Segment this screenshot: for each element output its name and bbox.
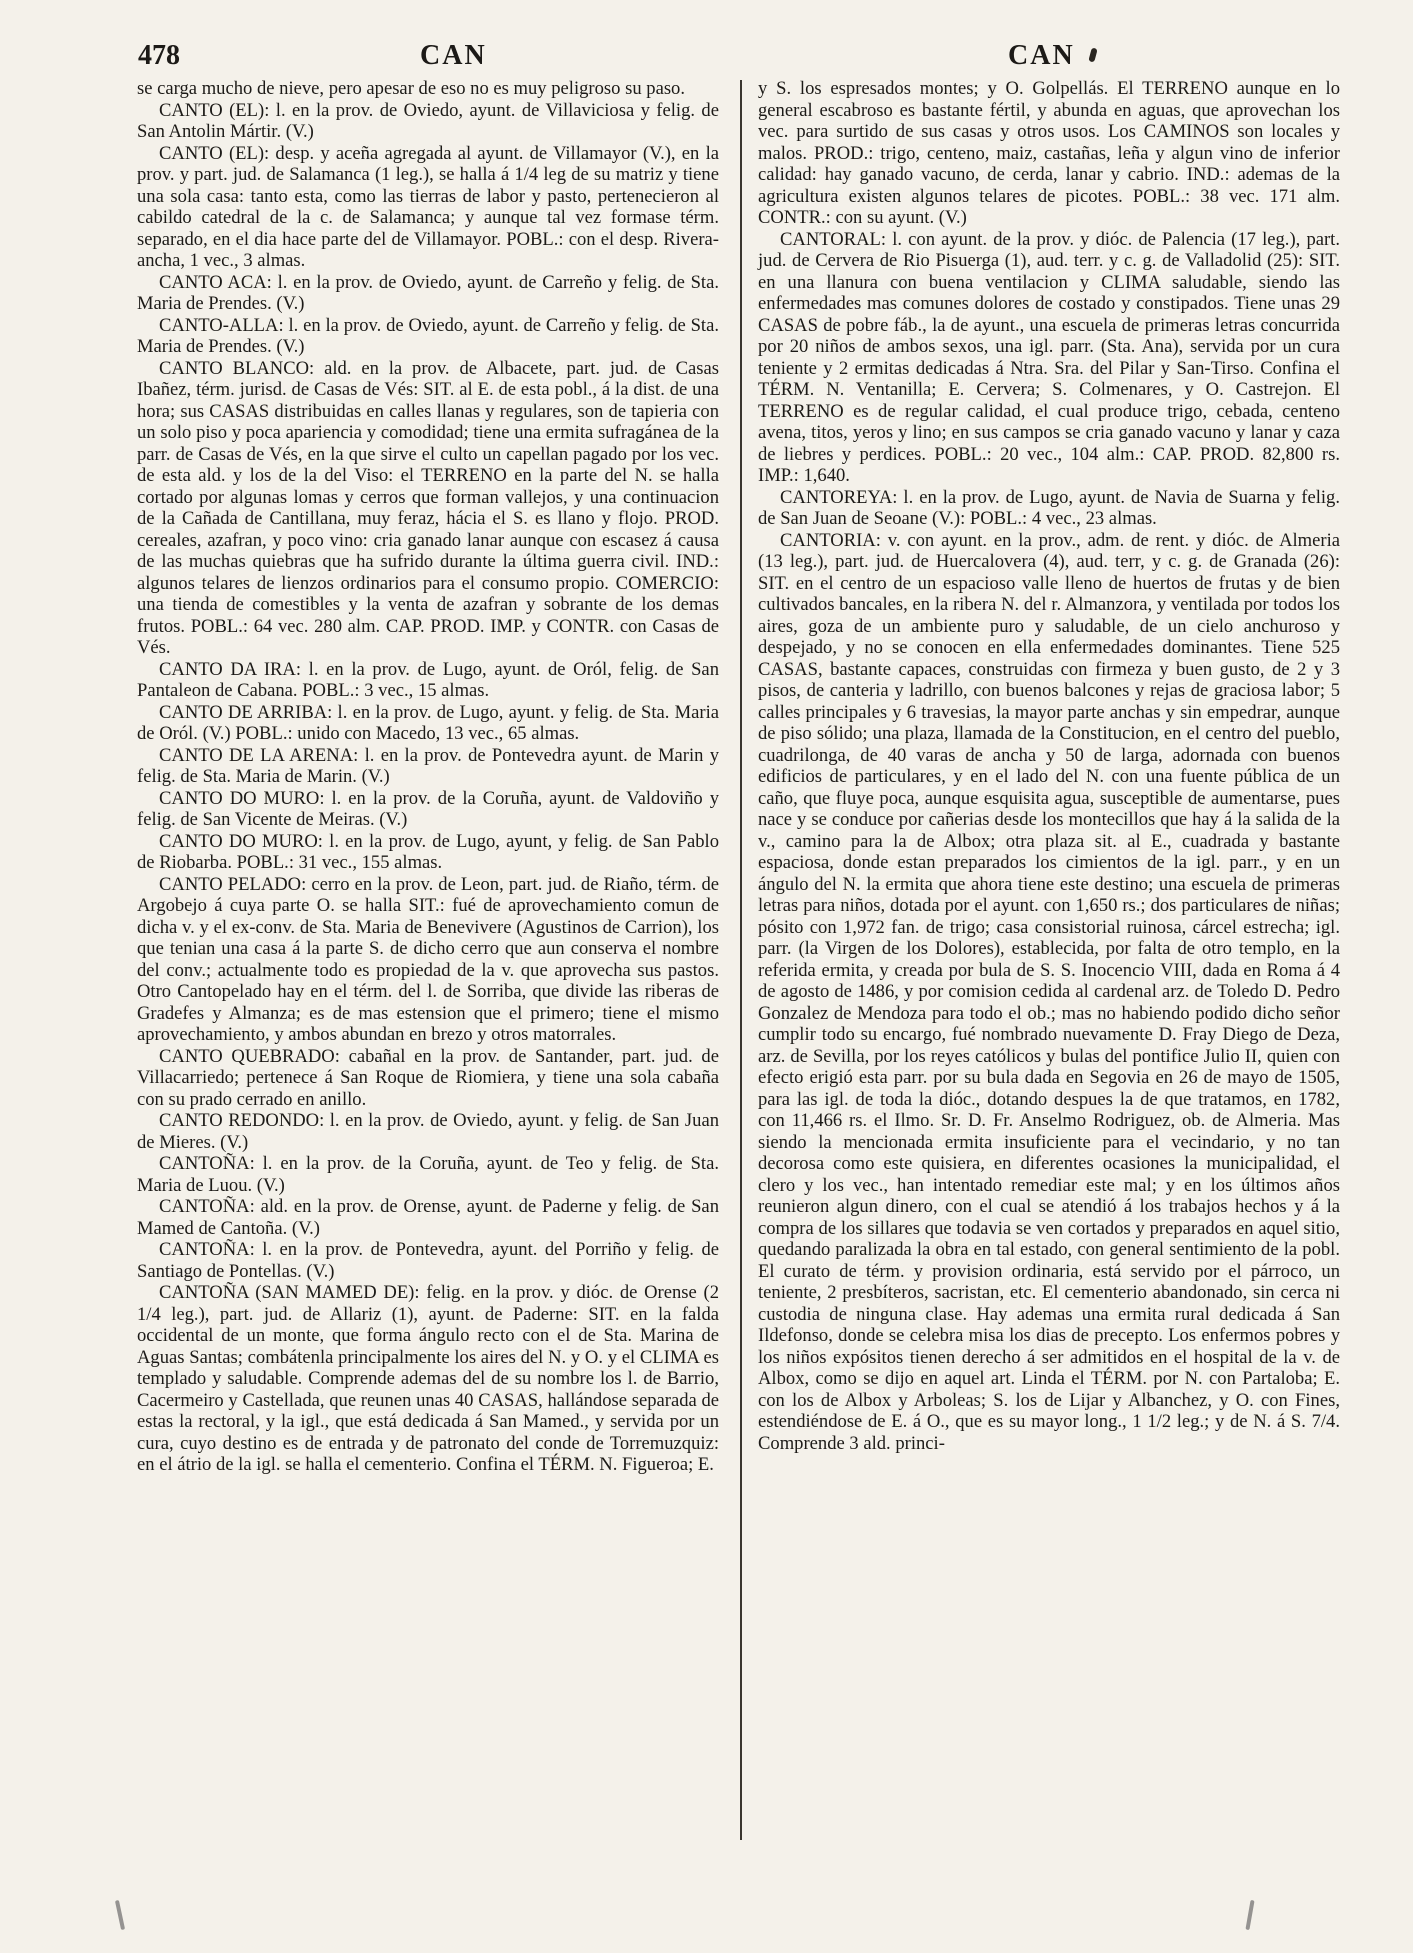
entry-continuation: y S. los espresados montes; y O. Golpellás. El TERRENO aunque en lo general escabroso es bastante fértil, y abunda en aguas, que aprovechan los vec. para surtido de sus casas y otros usos. Los CAMINOS son locales y malos. PROD.: trigo, centeno, maiz, castañas, leña y algun vino de inferior calidad: hay ganado vacuno, de cerda, lanar y cabrio. IND.: ademas de la agricultura existen algunos telares de picotes. POBL.: 38 vec. 171 alm. CONTR.: con su ayunt. (V.) <box>758 78 1340 228</box>
column-divider <box>740 80 742 1840</box>
dictionary-entry: CANTO DE ARRIBA: l. en la prov. de Lugo, ayunt. y felig. de Sta. Maria de Oról. (V.) POBL.: unido con Macedo, 13 vec., 65 almas. <box>137 701 719 744</box>
running-head-left: CAN <box>420 40 487 71</box>
dictionary-entry: CANTO DE LA ARENA: l. en la prov. de Pontevedra ayunt. de Marin y felig. de Sta. Maria de Marin. (V.) <box>137 744 719 787</box>
scan-mark <box>115 1900 125 1930</box>
dictionary-entry: CANTO BLANCO: ald. en la prov. de Albacete, part. jud. de Casas Ibañez, térm. jurisd. de Casas de Vés: SIT. al E. de esta pobl., á la dist. de una hora; sus CASAS distribuidas en calles llanas y regulares, son de tapieria con un solo piso y poca apariencia y comodidad; tiene una ermita sufragánea de la parr. de Casas de Vés, en la que sirve el culto un capellan pagado por los vec. de esta ald. y los de la del Viso: el TERRENO en la parte del N. se halla cortado por algunas lomas y cerros que forman vallejos, y una continuacion de la Cañada de Cantillana, muy feraz, hácia el S. es llano y flojo. PROD. cereales, azafran, y poco vino: cria ganado lanar aunque con escasez á causa de las muchas quiebras que ha sufrido durante la última guerra civil. IND.: algunos telares de lienzos ordinarios para el consumo propio. COMERCIO: una tienda de comestibles y la venta de azafran y sobrante de los demas frutos. POBL.: 64 vec. 280 alm. CAP. PROD. IMP. y CONTR. con Casas de Vés. <box>137 357 719 658</box>
dictionary-entry: CANTOÑA: l. en la prov. de Pontevedra, ayunt. del Porriño y felig. de Santiago de Pontellas. (V.) <box>137 1239 719 1282</box>
running-head-right: CAN <box>1008 40 1075 71</box>
dictionary-entry: CANTORIA: v. con ayunt. en la prov., adm. de rent. y dióc. de Almeria (13 leg.), part. jud. de Huercalovera (4), aud. terr, y c. g. de Granada (26): SIT. en el centro de un espacioso valle lleno de huertos de frutas y de bien cultivados bancales, en la ribera N. del r. Almanzora, y ventilada por todos los aires, goza de un ambiente puro y saludable, de un cielo anchuroso y despejado, y no se conocen en ella enfermedades dominantes. Tiene 525 CASAS, bastante capaces, construidas con firmeza y buen gusto, de 2 y 3 pisos, de canteria y ladrillo, con buenos balcones y rejas de graciosa labor; 5 calles principales y 6 travesias, la mayor parte anchas y sin empedrar, aunque de piso sólido; una plaza, llamada de la Constitucion, en el centro del pueblo, cuadrilonga, de 40 varas de ancha y 50 de larga, adornada con buenos edificios de particulares, y en el lado del N. con una fuente pública de un caño, que fluye poca, aunque esquisita agua, susceptible de aumentarse, pues nace y se conduce por cañerias desde los montecillos que hay á la salida de la v., camino para la de Albox; otra plaza sit. al E., cuadrada y bastante espaciosa, donde estan preparados los cimientos de la igl. parr., y en un ángulo del N. la ermita que ahora tiene este destino; una escuela de primeras letras para niños, dotada por el ayunt. con 1,650 rs.; dos particulares de niñas; pósito con 1,972 fan. de trigo; casa consistorial ruinosa, cárcel estrecha; igl. parr. (la Virgen de los Dolores), establecida, por falta de otro templo, en la referida ermita, y creada por bula de S. S. Inocencio VIII, dada en Roma á 4 de agosto de 1486, y por comision cedida al cardenal arz. de Toledo D. Pedro Gonzalez de Mendoza para todo el ob.; mas no habiendo podido dicho señor cumplir todo su encargo, fué nombrado nuevamente D. Fray Diego de Deza, arz. de Sevilla, por los reyes católicos y bulas del pontifice Julio II, quien con efecto erigió esta parr. por su bula dada en Segovia en 26 de mayo de 1505, para las igl. de toda la dióc., dotando despues la de que tratamos, en 1782, con 11,466 rs. el Ilmo. Sr. D. Fr. Anselmo Rodriguez, ob. de Almeria. Mas siendo la mencionada ermita insuficiente para el vecindario, y no tan decorosa como este quisiera, en diferentes ocasiones la municipalidad, el clero y los vec., han intentado remediar este mal; y en los últimos años reunieron algun dinero, con el cual se atendió á los trabajos hechos y á la compra de los sillares que todavia se ven cortados y preparados en aquel sitio, quedando paralizada la obra en tal estado, con general sentimiento de la pobl. El curato de térm. y provision ordinaria, está servido por el párroco, un teniente, 2 presbíteros, sacristan, etc. El cementerio abandonado, sin cerca ni custodia de ninguna clase. Hay ademas una ermita rural dedicada á San Ildefonso, donde se celebra misa los dias de precepto. Los enfermos pobres y los niños expósitos tienen derecho á ser admitidos en el hospital de la v. de Albox, como se dijo en aquel art. Linda el TÉRM. por N. con Partaloba; E. con los de Albox y Arboleas; S. los de Lijar y Albanchez, y O. con Fines, estendiéndose de E. á O., que es su mayor long., 1 1/2 leg.; y de N. á S. 7/4. Comprende 3 ald. princi- <box>758 529 1340 1454</box>
dictionary-entry: CANTO REDONDO: l. en la prov. de Oviedo, ayunt. y felig. de San Juan de Mieres. (V.) <box>137 1110 719 1153</box>
page-number: 478 <box>138 40 180 71</box>
dictionary-entry: CANTO DO MURO: l. en la prov. de la Coruña, ayunt. de Valdoviño y felig. de San Vicente de Meiras. (V.) <box>137 787 719 830</box>
dictionary-entry: CANTO DA IRA: l. en la prov. de Lugo, ayunt. de Oról, felig. de San Pantaleon de Cabana. POBL.: 3 vec., 15 almas. <box>137 658 719 701</box>
dictionary-entry: CANTO (EL): l. en la prov. de Oviedo, ayunt. de Villaviciosa y felig. de San Antolin Mártir. (V.) <box>137 99 719 142</box>
dictionary-entry: CANTO-ALLA: l. en la prov. de Oviedo, ayunt. de Carreño y felig. de Sta. Maria de Prendes. (V.) <box>137 314 719 357</box>
dictionary-entry: CANTO (EL): desp. y aceña agregada al ayunt. de Villamayor (V.), en la prov. y part. jud. de Salamanca (1 leg.), se halla á 1/4 leg de su matriz y tiene una sola casa: tanto esta, como las tierras de labor y pasto, pertenecieron al cabildo catedral de la c. de Salamanca; y aunque tal vez formase térm. separado, en el dia hace parte del de Villamayor. POBL.: con el desp. Rivera-ancha, 1 vec., 3 almas. <box>137 142 719 271</box>
scan-mark <box>1245 1900 1254 1930</box>
left-column <box>137 78 719 1476</box>
dictionary-entry: CANTOÑA: ald. en la prov. de Orense, ayunt. de Paderne y felig. de San Mamed de Cantoña. (V.) <box>137 1196 719 1239</box>
entry-continuation: se carga mucho de nieve, pero apesar de eso no es muy peligroso su paso. <box>137 78 686 99</box>
dictionary-entry: CANTO DO MURO: l. en la prov. de Lugo, ayunt, y felig. de San Pablo de Riobarba. POBL.: 31 vec., 155 almas. <box>137 830 719 873</box>
ink-blot <box>1088 47 1097 62</box>
dictionary-entry: CANTO PELADO: cerro en la prov. de Leon, part. jud. de Riaño, térm. de Argobejo á cuya parte O. se halla SIT.: fué de aprovechamiento comun de dicha v. y el ex-conv. de Sta. Maria de Benevivere (Agustinos de Carrion), los que tenian una casa á la parte S. de dicho cerro que aun conserva el nombre del conv.; actualmente todo es propiedad de la v. que aprovecha sus pastos. Otro Cantopelado hay en el térm. del l. de Sorriba, que divide las riberas de Gradefes y Almanza; es de mas estension que el primero; tiene el mismo aprovechamiento, y ambos abundan en brezo y otros matorrales. <box>137 873 719 1045</box>
dictionary-entry: CANTOÑA (SAN MAMED DE): felig. en la prov. y dióc. de Orense (2 1/4 leg.), part. jud. de Allariz (1), ayunt. de Paderne: SIT. en la falda occidental de un monte, que forma ángulo recto con el de Sta. Marina de Aguas Santas; combátenla principalmente los aires del N. y O. y el CLIMA es templado y saludable. Comprende ademas del de su nombre los l. de Barrio, Cacermeiro y Castellada, que reunen unas 40 CASAS, hallándose separada de estas la rectoral, y la igl., que está dedicada á San Mamed., y servida por un cura, cuyo destino es de entrada y de patronato del conde de Torremuzquiz: en el átrio de la igl. se halla el cementerio. Confina el TÉRM. N. Figueroa; E. <box>137 1282 719 1475</box>
right-column <box>758 78 1340 1454</box>
dictionary-entry: CANTO ACA: l. en la prov. de Oviedo, ayunt. de Carreño y felig. de Sta. Maria de Prendes. (V.) <box>137 271 719 314</box>
dictionary-entry: CANTO QUEBRADO: cabañal en la prov. de Santander, part. jud. de Villacarriedo; pertenece á San Roque de Riomiera, y tiene una sola cabaña con su prado cerrado en anillo. <box>137 1045 719 1110</box>
dictionary-entry: CANTORAL: l. con ayunt. de la prov. y dióc. de Palencia (17 leg.), part. jud. de Cervera de Rio Pisuerga (1), aud. terr. y c. g. de Valladolid (25): SIT. en una llanura con buena ventilacion y CLIMA saludable, siendo las enfermedades mas comunes dolores de costado y constipados. Tiene unas 29 CASAS de pobre fáb., la de ayunt., una escuela de primeras letras concurrida por 20 niños de ambos sexos, una igl. parr. (Sta. Ana), servida por un cura teniente y 2 ermitas dedicadas á Ntra. Sra. del Pilar y San-Tirso. Confina el TÉRM. N. Ventanilla; E. Cervera; S. Colmenares, y O. Castrejon. El TERRENO es de regular calidad, el cual produce trigo, cebada, centeno avena, titos, yeros y lino; en sus campos se cria ganado vacuno y lanar y caza de liebres y perdices. POBL.: 20 vec., 104 alm.: CAP. PROD. 82,800 rs. IMP.: 1,640. <box>758 228 1340 486</box>
page-header <box>138 40 1298 80</box>
dictionary-entry: CANTOREYA: l. en la prov. de Lugo, ayunt. de Navia de Suarna y felig. de San Juan de Seoane (V.): POBL.: 4 vec., 23 almas. <box>758 486 1340 529</box>
dictionary-entry: CANTOÑA: l. en la prov. de la Coruña, ayunt. de Teo y felig. de Sta. Maria de Luou. (V.) <box>137 1153 719 1196</box>
